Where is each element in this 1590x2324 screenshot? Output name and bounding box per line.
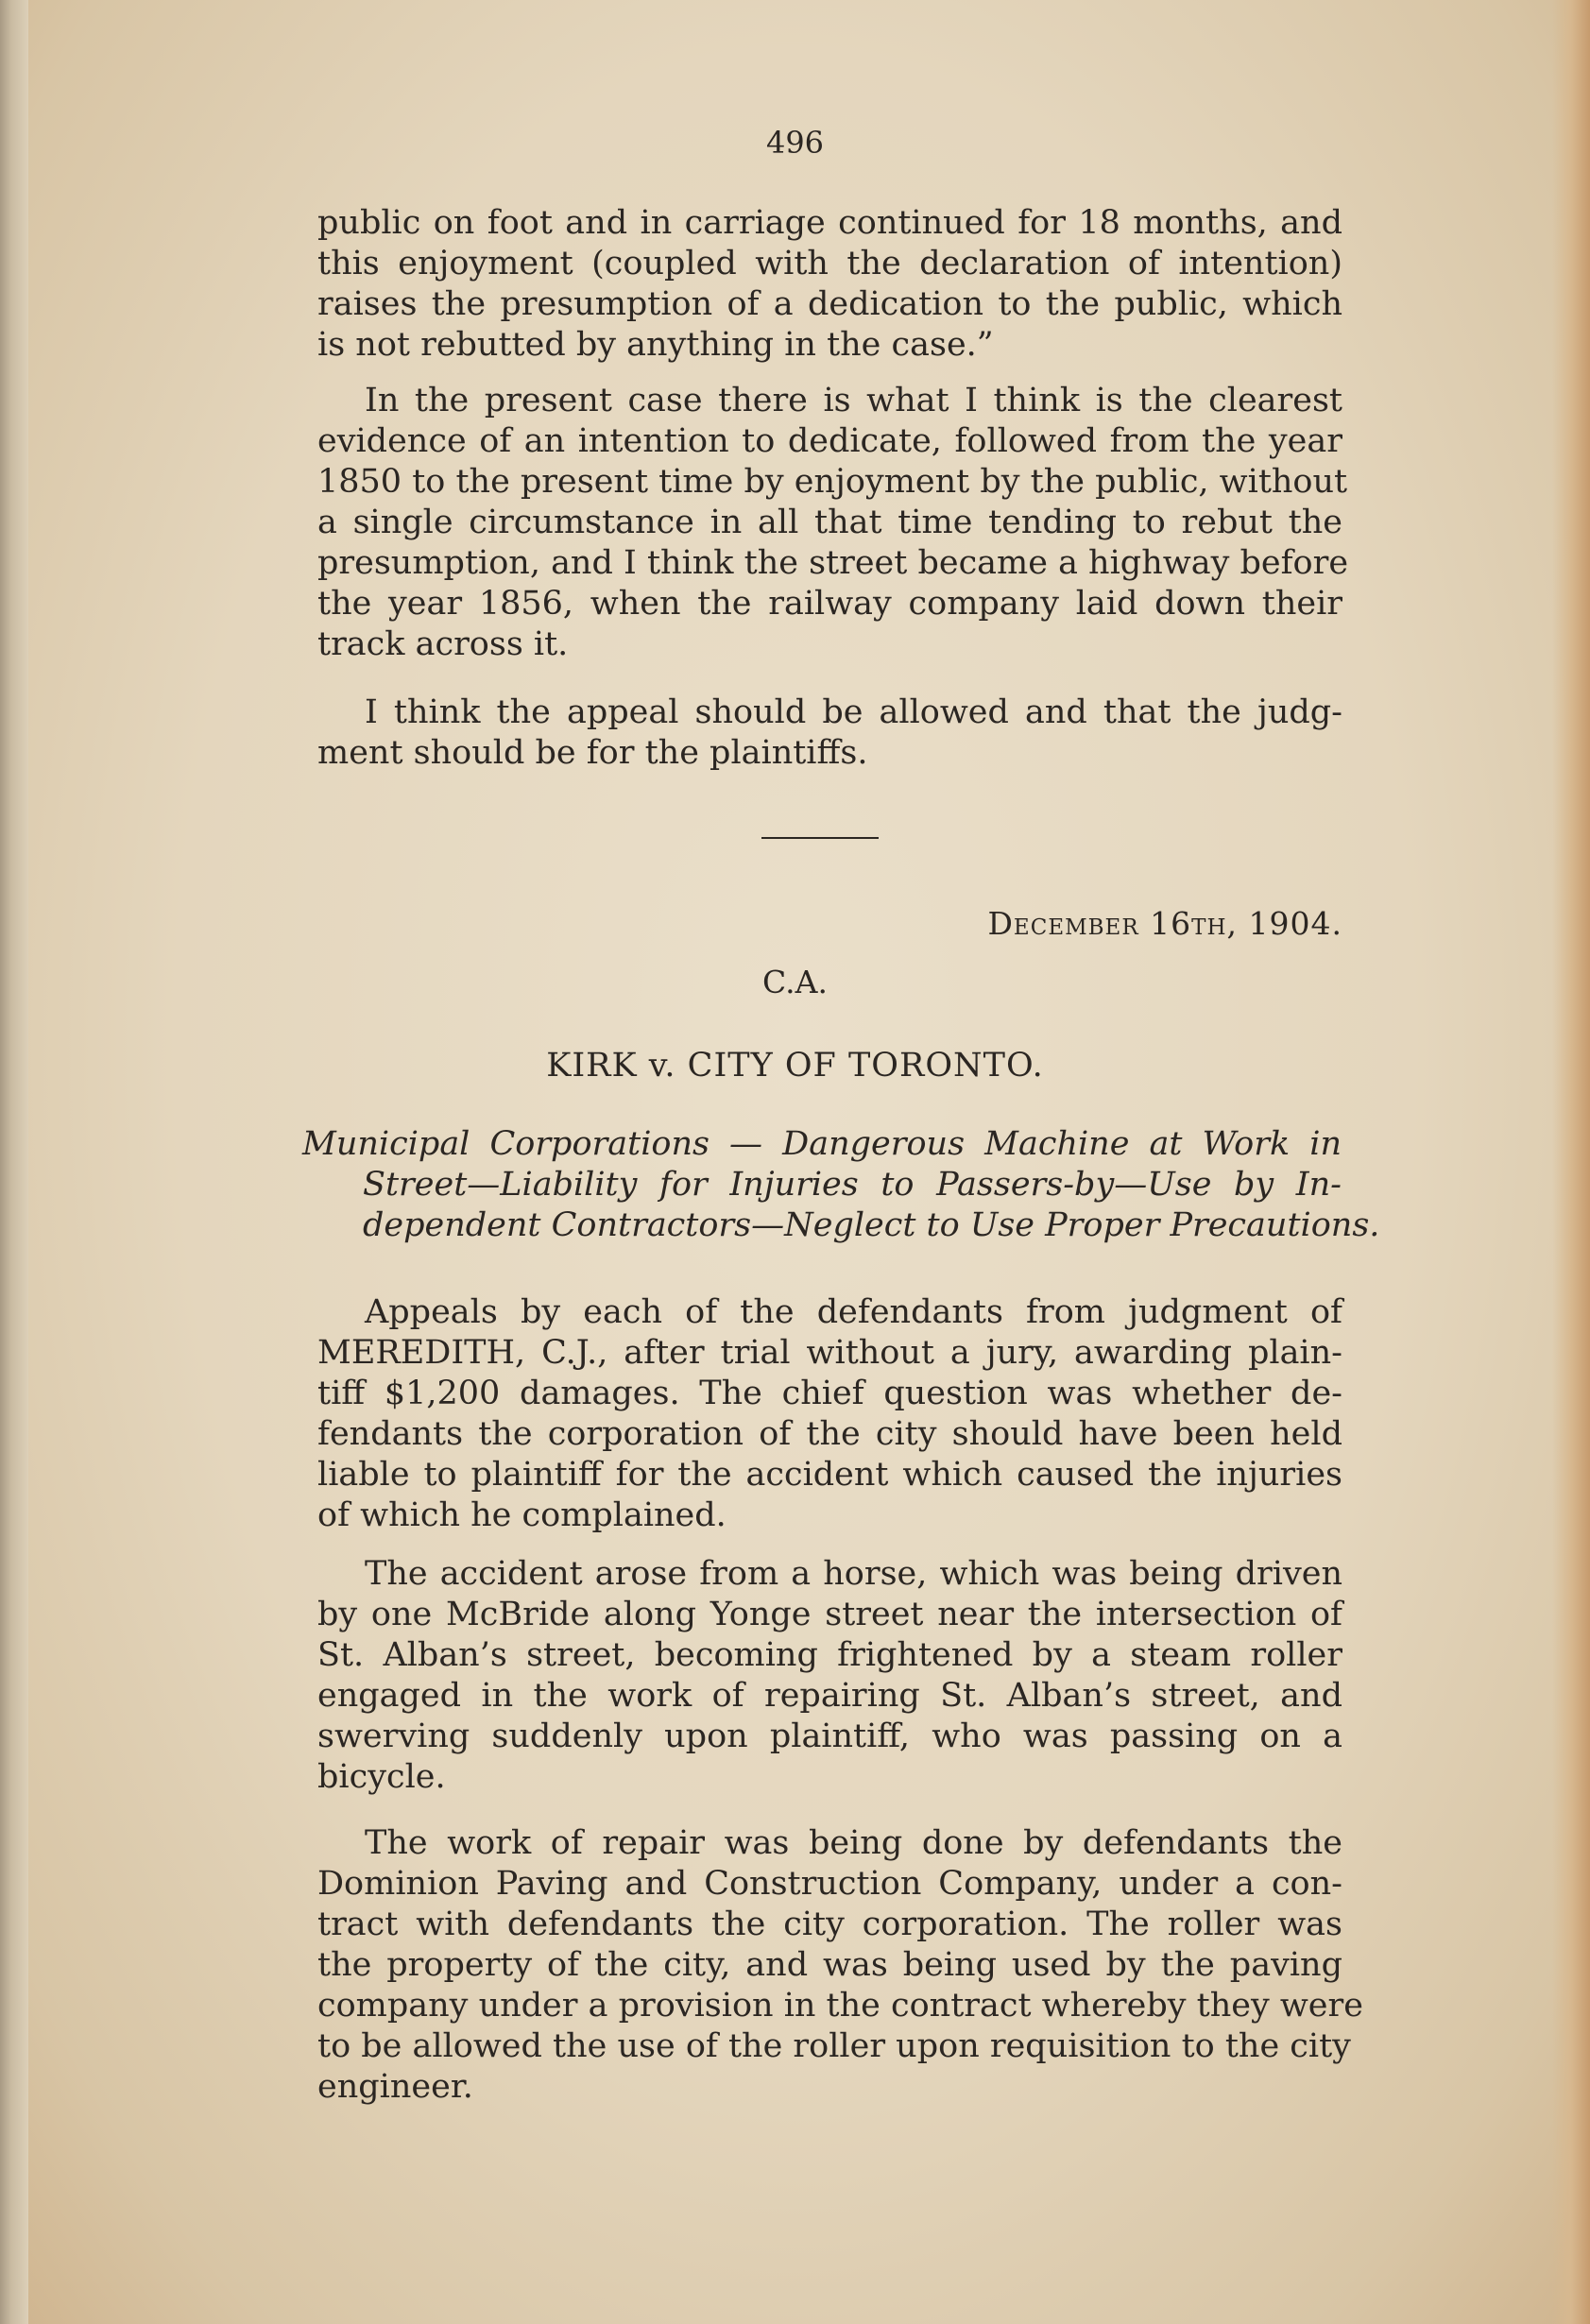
paragraph-work-of-repair	[317, 1823, 1363, 2108]
p5-line: engaged in the work of repairing St. Alban’s street, and	[317, 1677, 1342, 1715]
decision-date	[987, 905, 1342, 942]
page-binding-edge	[0, 0, 28, 2324]
paragraph-dedication-evidence	[317, 381, 1349, 665]
court-abbreviation: C.A.	[762, 964, 828, 1000]
page-outer-edge	[1552, 0, 1590, 2324]
section-divider	[761, 837, 879, 839]
p6-line: to be allowed the use of the roller upon requisition to the city	[317, 2027, 1351, 2065]
p4-line: Appeals by each of the defendants from judgment of	[365, 1293, 1342, 1331]
p2-line: 1850 to the present time by enjoyment by the public, without	[317, 463, 1348, 501]
p5-line: swerving suddenly upon plaintiff, who was passing on a	[317, 1717, 1342, 1755]
p5-line: by one McBride along Yonge street near the intersection of	[317, 1596, 1342, 1633]
p6-line: Dominion Paving and Construction Company, under a con-	[317, 1865, 1342, 1903]
p2-line: a single circumstance in all that time tending to rebut the	[317, 504, 1342, 541]
p6-line: tract with defendants the city corporation. The roller was	[317, 1905, 1342, 1943]
p2-line: the year 1856, when the railway company laid down their	[317, 585, 1342, 623]
p6-line: engineer.	[317, 2068, 473, 2106]
p5-line: St. Alban’s street, becoming frightened by a steam roller	[317, 1636, 1342, 1674]
page-number: 496	[765, 125, 825, 161]
p2-line: In the present case there is what I think is the clearest	[365, 382, 1342, 419]
p1-line: public on foot and in carriage continued for 18 months, and	[317, 204, 1342, 242]
headnote	[302, 1124, 1380, 1246]
p3-line: ment should be for the plaintiffs.	[317, 734, 868, 772]
paragraph-appeals	[317, 1292, 1342, 1536]
p6-line: company under a provision in the contract whereby they were	[317, 1987, 1363, 2025]
headnote-line: Street—Liability for Injuries to Passers-by—Use by In-	[363, 1166, 1342, 1204]
case-title: KIRK v. CITY OF TORONTO.	[546, 1047, 1044, 1085]
p2-line: track across it.	[317, 625, 569, 663]
p4-line: of which he complained.	[317, 1496, 727, 1534]
headnote-line: dependent Contractors—Neglect to Use Proper Precautions.	[363, 1206, 1380, 1244]
paragraph-accident	[317, 1554, 1342, 1798]
p5-line: bicycle.	[317, 1758, 446, 1796]
p1-line: raises the presumption of a dedication to the public, which	[317, 285, 1342, 323]
p3-line: I think the appeal should be allowed and that the judg-	[365, 693, 1342, 731]
p2-line: presumption, and I think the street became a highway before	[317, 544, 1349, 582]
p6-line: the property of the city, and was being used by the paving	[317, 1946, 1342, 1984]
p5-line: The accident arose from a horse, which was being driven	[365, 1555, 1342, 1593]
paragraph-quote-ending	[317, 203, 1342, 366]
p1-line: is not rebutted by anything in the case.”	[317, 326, 994, 364]
p1-line: this enjoyment (coupled with the declaration of intention)	[317, 245, 1342, 282]
p6-line: The work of repair was being done by defendants the	[365, 1824, 1342, 1862]
p4-line: liable to plaintiff for the accident which caused the injuries	[317, 1456, 1342, 1494]
p2-line: evidence of an intention to dedicate, followed from the year	[317, 422, 1342, 460]
p4-line: MEREDITH, C.J., after trial without a jury, awarding plain-	[317, 1334, 1342, 1372]
p4-line: fendants the corporation of the city should have been held	[317, 1415, 1342, 1453]
decision-date-year: , 1904.	[1226, 905, 1342, 942]
headnote-line: Municipal Corporations — Dangerous Machine at Work in	[302, 1125, 1342, 1163]
decision-date-month-day: December 16th	[987, 905, 1227, 942]
p4-line: tiff $1,200 damages. The chief question was whether de-	[317, 1375, 1342, 1412]
paragraph-conclusion	[317, 692, 1342, 774]
